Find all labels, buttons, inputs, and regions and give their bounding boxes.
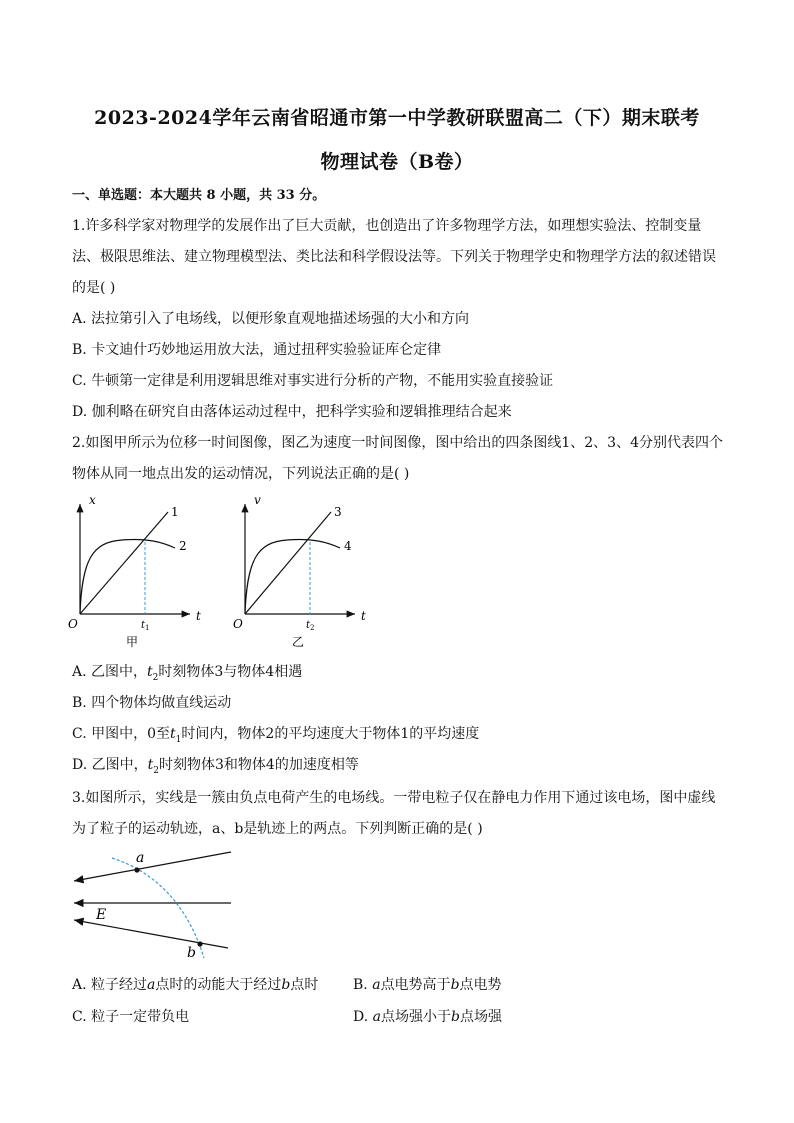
- exam-title-line1: 2023-2024学年云南省昭通市第一中学教研联盟高二（下）期末联考: [94, 107, 700, 129]
- field-line-top: [74, 852, 231, 881]
- q2-option-c-post: 时间内，物体2的平均速度大于物体1的平均速度: [181, 726, 480, 742]
- q1-stem-line3: 的是( ): [72, 280, 116, 296]
- q3-option-d-v2: b: [451, 1009, 460, 1025]
- fig-b-x-label: t: [361, 609, 366, 623]
- fig-a-curve-label-2: 2: [179, 539, 187, 553]
- q3-option-b-post: 点电势: [459, 977, 502, 993]
- q2-option-c: [72, 724, 732, 750]
- fig-a-line-1: [80, 512, 168, 614]
- q2-option-d-post: 时刻物体3和物体4的加速度相等: [159, 757, 359, 773]
- field-line-bottom: [74, 920, 228, 948]
- point-b: [197, 941, 202, 946]
- q3-option-b-v1: a: [372, 977, 381, 993]
- fig-a-x-label: t: [196, 609, 201, 623]
- fig-b-caption: 乙: [292, 635, 305, 649]
- fig-a-origin: O: [68, 617, 78, 631]
- q3-option-a-v1: a: [147, 977, 156, 993]
- fig-b-tick-sub: 2: [310, 624, 315, 632]
- q1-option-a: A. 法拉第引入了电场线，以便形象直观地描述场强的大小和方向: [72, 311, 470, 327]
- q2-option-c-sub: 1: [175, 734, 182, 745]
- fig-a-caption: 甲: [126, 635, 139, 649]
- q3-option-b-pre: B.: [353, 977, 373, 993]
- fig-b-curve-label-3: 3: [334, 505, 342, 519]
- fig-b-curve-4: [245, 539, 340, 614]
- q3-option-a-v2: b: [281, 977, 291, 993]
- q1-stem-line2: 法、极限思维法、建立物理模型法、类比法和科学假设法等。下列关于物理学史和物理学方法的叙述错误: [72, 249, 716, 265]
- fig-b-origin: O: [233, 617, 243, 631]
- q2-figures: [62, 490, 392, 660]
- q1-stem-line1: 1.许多科学家对物理学的发展作出了巨大贡献，也创造出了许多物理学方法，如理想实验法、控制变量: [72, 218, 702, 234]
- q2-option-a-var: t: [147, 664, 153, 680]
- fig-a-curve-2: [80, 539, 175, 614]
- q3-option-a-pre: A. 粒子经过: [72, 977, 148, 993]
- q2-option-d-sub: 2: [153, 765, 160, 776]
- fig-b-y-label: v: [254, 493, 261, 507]
- q2-option-d-pre: D. 乙图中，: [72, 757, 148, 773]
- particle-trajectory: [112, 858, 204, 958]
- fig-a-tick-t: t: [141, 620, 146, 631]
- q2-option-c-pre: C. 甲图中，0至: [72, 726, 171, 742]
- q3-option-b: [353, 975, 502, 995]
- q1-option-b: B. 卡文迪什巧妙地运用放大法，通过扭秤实验验证库仑定律: [72, 342, 442, 358]
- q2-option-c-var: t: [170, 726, 176, 742]
- fig-b-tick-t: t: [306, 620, 311, 631]
- label-b: b: [187, 945, 196, 961]
- q3-stem-line2: 为了粒子的运动轨迹，a、b是轨迹上的两点。下列判断正确的是( ): [72, 821, 483, 837]
- q2-option-b: B. 四个物体均做直线运动: [72, 695, 232, 711]
- q3-option-c: C. 粒子一定带负电: [72, 1009, 190, 1025]
- q2-option-a: [72, 662, 732, 688]
- exam-title-line2: 物理试卷（B卷）: [320, 151, 474, 173]
- q2-option-a-sub: 2: [152, 672, 159, 683]
- q3-option-a-mid: 点时的动能大于经过: [155, 977, 282, 993]
- fig-a-y-label: x: [89, 493, 96, 507]
- figure-b-velocity-time: [233, 493, 366, 649]
- q1-option-d: D. 伽利略在研究自由落体运动过程中，把科学实验和逻辑推理结合起来: [72, 404, 512, 420]
- q3-option-a: [72, 975, 342, 995]
- q3-electric-field-figure: [66, 846, 241, 966]
- q3-stem-line1: 3.如图所示，实线是一簇由负点电荷产生的电场线。一带电粒子仅在静电力作用下通过该电场，图中虚线: [72, 790, 716, 806]
- q2-option-d: [72, 755, 732, 781]
- q3-option-b-v2: b: [450, 977, 460, 993]
- label-E: E: [96, 907, 107, 923]
- q1-option-c: C. 牛顿第一定律是利用逻辑思维对事实进行分析的产物，不能用实验直接验证: [72, 373, 554, 389]
- q3-option-a-post: 点时: [290, 977, 319, 993]
- fig-a-tick-sub: 1: [145, 624, 150, 632]
- q3-option-d-v1: a: [372, 1009, 381, 1025]
- q3-option-d: [353, 1007, 502, 1027]
- q3-option-d-mid: 点场强小于: [381, 1009, 451, 1025]
- fig-b-line-3: [245, 512, 331, 614]
- section-heading: 一、单选题：本大题共 8 小题，共 33 分。: [72, 188, 326, 203]
- fig-a-curve-label-1: 1: [171, 505, 179, 519]
- q3-option-d-pre: D.: [353, 1009, 373, 1025]
- q2-option-a-post: 时刻物体3与物体4相遇: [158, 664, 303, 680]
- point-a: [134, 867, 139, 872]
- fig-b-curve-label-4: 4: [344, 539, 352, 553]
- q2-stem-line1: 2.如图甲所示为位移一时间图像，图乙为速度一时间图像，图中给出的四条图线1、2、3、4分别代表四个: [72, 435, 723, 451]
- q3-option-b-mid: 点电势高于: [380, 977, 451, 993]
- q2-stem-line2: 物体从同一地点出发的运动情况，下列说法正确的是( ): [72, 466, 410, 482]
- figure-a-displacement-time: [68, 493, 201, 649]
- label-a: a: [136, 850, 145, 866]
- q3-option-d-post: 点场强: [459, 1009, 502, 1025]
- q2-option-d-var: t: [147, 757, 154, 773]
- q2-option-a-pre: A. 乙图中，: [72, 664, 148, 680]
